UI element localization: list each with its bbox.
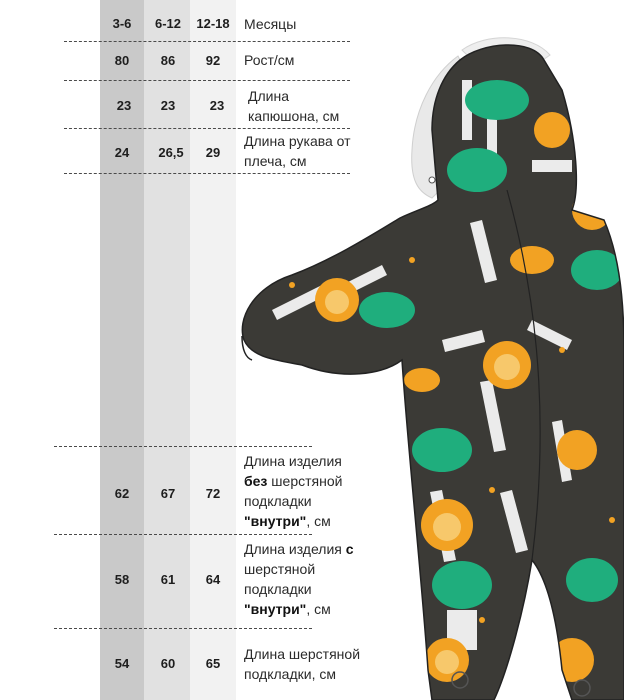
divider-line: [64, 173, 350, 174]
hood-length-value: 23: [160, 98, 176, 113]
height-value: 86: [160, 53, 176, 68]
height-value: 80: [114, 53, 130, 68]
lining-length-value: 54: [114, 656, 130, 671]
row-label-months: Месяцы: [244, 16, 297, 32]
length-without-lining-value: 72: [205, 486, 221, 501]
divider-line: [64, 128, 350, 129]
emphasis-text: "внутри": [244, 513, 307, 529]
label-line: подкладки: [244, 581, 312, 597]
label-line: Длина изделия: [244, 453, 342, 469]
label-line: Длина: [248, 88, 289, 104]
label-line: плеча, см: [244, 153, 307, 169]
row-label-length-with-lining: [244, 539, 354, 619]
length-with-lining-value: 58: [114, 572, 130, 587]
row-label-lining-length: [244, 644, 360, 684]
emphasis-text: без: [244, 473, 268, 489]
label-line: [244, 539, 354, 559]
row-label-hood-length: [248, 86, 339, 126]
size-header-6-12: 6-12: [154, 16, 182, 31]
emphasis-text: "внутри": [244, 601, 307, 617]
label-line: [244, 599, 354, 619]
label-line: подкладки: [244, 493, 312, 509]
label-line: Длина рукава от: [244, 133, 351, 149]
label-line: [244, 471, 342, 491]
row-label-length-without-lining: [244, 451, 342, 531]
divider-line: [54, 534, 312, 535]
length-with-lining-value: 64: [205, 572, 221, 587]
size-header-3-6: 3-6: [112, 16, 132, 31]
sleeve-length-value: 29: [205, 145, 221, 160]
sleeve-length-value: 26,5: [158, 145, 184, 160]
label-line: подкладки, см: [244, 666, 336, 682]
lining-length-value: 65: [205, 656, 221, 671]
divider-line: [54, 446, 312, 447]
label-text: Длина изделия: [244, 541, 346, 557]
size-header-12-18: 12-18: [196, 16, 230, 31]
row-label-sleeve-length: [244, 131, 351, 171]
sleeve-length-value: 24: [114, 145, 130, 160]
length-without-lining-value: 67: [160, 486, 176, 501]
label-line: Длина шерстяной: [244, 646, 361, 662]
emphasis-text: с: [345, 541, 354, 557]
label-line: [244, 511, 342, 531]
label-line: капюшона, см: [248, 108, 340, 124]
label-line: шерстяной: [244, 561, 316, 577]
label-text: , см: [306, 601, 331, 617]
height-value: 92: [205, 53, 221, 68]
length-with-lining-value: 61: [160, 572, 176, 587]
divider-line: [54, 628, 312, 629]
hood-length-value: 23: [209, 98, 225, 113]
label-text: , см: [306, 513, 331, 529]
row-label-height: Рост/см: [244, 52, 295, 68]
hood-length-value: 23: [116, 98, 132, 113]
length-without-lining-value: 62: [114, 486, 130, 501]
lining-length-value: 60: [160, 656, 176, 671]
label-text: шерстяной: [267, 473, 343, 489]
divider-line: [64, 80, 350, 81]
divider-line: [64, 41, 350, 42]
